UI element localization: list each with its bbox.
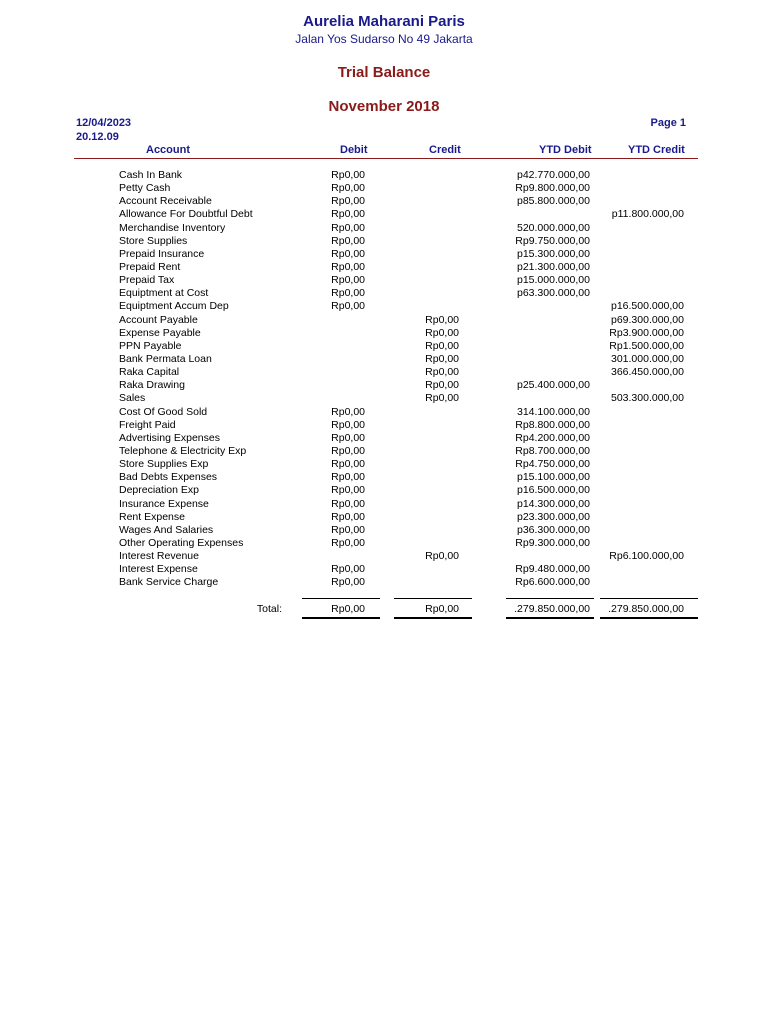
ytd-debit-value: Rp8.800.000,00 [515, 418, 590, 431]
account-name: Account Receivable [119, 195, 212, 208]
ytd-credit-value: Rp6.100.000,00 [609, 550, 684, 563]
total-top-rule-credit [394, 598, 472, 599]
account-name: Cost Of Good Sold [119, 405, 208, 418]
account-name: Prepaid Insurance [119, 247, 205, 260]
table-row [0, 248, 768, 261]
credit-value: Rp0,00 [425, 339, 459, 352]
company-address: Jalan Yos Sudarso No 49 Jakarta [295, 32, 473, 46]
total-top-rule-debit [302, 598, 380, 599]
trial-balance-rows [0, 169, 768, 590]
column-header-credit: Credit [429, 144, 461, 156]
credit-value: Rp0,00 [425, 366, 459, 379]
account-name: Raka Drawing [119, 379, 185, 392]
account-name: Prepaid Rent [119, 260, 181, 273]
ytd-debit-value: p15.000.000,00 [517, 274, 590, 287]
account-name: Other Operating Expenses [119, 536, 244, 549]
account-name: Petty Cash [119, 182, 171, 195]
table-row [0, 550, 768, 563]
table-row [0, 406, 768, 419]
debit-value: Rp0,00 [331, 405, 365, 418]
account-name: Store Supplies [119, 234, 188, 247]
table-row [0, 235, 768, 248]
table-row [0, 314, 768, 327]
ytd-credit-value: p11.800.000,00 [611, 208, 684, 221]
table-row [0, 563, 768, 576]
ytd-debit-value: p63.300.000,00 [517, 287, 590, 300]
debit-value: Rp0,00 [331, 484, 365, 497]
print-date: 12/04/2023 [76, 117, 132, 129]
account-name: Advertising Expenses [119, 431, 220, 444]
account-name: Interest Expense [119, 563, 198, 576]
debit-value: Rp0,00 [331, 221, 365, 234]
table-row [0, 498, 768, 511]
ytd-credit-value: p16.500.000,00 [611, 300, 684, 313]
ytd-credit-value: 366.450.000,00 [611, 366, 684, 379]
account-name: Insurance Expense [119, 497, 209, 510]
table-row [0, 511, 768, 524]
column-header-ytd-debit: YTD Debit [539, 144, 592, 156]
company-name: Aurelia Maharani Paris [303, 13, 465, 30]
ytd-debit-value: p14.300.000,00 [517, 497, 590, 510]
total-bottom-rule-credit [394, 617, 472, 619]
account-name: Bad Debts Expenses [119, 471, 218, 484]
account-name: Bank Permata Loan [119, 352, 212, 365]
debit-value: Rp0,00 [331, 195, 365, 208]
table-row [0, 419, 768, 432]
ytd-debit-value: 520.000.000,00 [517, 221, 590, 234]
credit-value: Rp0,00 [425, 352, 459, 365]
table-row [0, 379, 768, 392]
ytd-debit-value: Rp4.200.000,00 [515, 431, 590, 444]
account-name: Bank Service Charge [119, 576, 219, 589]
ytd-debit-value: Rp9.480.000,00 [515, 563, 590, 576]
debit-value: Rp0,00 [331, 208, 365, 221]
debit-value: Rp0,00 [331, 536, 365, 549]
table-row [0, 537, 768, 550]
ytd-credit-value: 503.300.000,00 [611, 392, 684, 405]
total-bottom-rule-ytd-credit [600, 617, 698, 619]
ytd-debit-value: 314.100.000,00 [517, 405, 590, 418]
account-name: Interest Revenue [119, 550, 199, 563]
account-name: Rent Expense [119, 510, 185, 523]
ytd-debit-value: p15.100.000,00 [517, 471, 590, 484]
ytd-debit-value: p23.300.000,00 [517, 510, 590, 523]
account-name: Sales [119, 392, 146, 405]
credit-value: Rp0,00 [425, 313, 459, 326]
total-label: Total: [256, 603, 282, 615]
ytd-debit-value: p42.770.000,00 [517, 169, 590, 181]
ytd-debit-value: p15.300.000,00 [517, 247, 590, 260]
account-name: Wages And Salaries [119, 523, 214, 536]
total-debit: Rp0,00 [331, 603, 365, 615]
table-row [0, 274, 768, 287]
table-row [0, 458, 768, 471]
table-row [0, 484, 768, 497]
ytd-credit-value: Rp3.900.000,00 [609, 326, 684, 339]
ytd-debit-value: Rp8.700.000,00 [515, 444, 590, 457]
account-name: Equiptment Accum Dep [119, 300, 229, 313]
table-row [0, 366, 768, 379]
table-row [0, 300, 768, 313]
table-row [0, 195, 768, 208]
table-row [0, 182, 768, 195]
account-name: Merchandise Inventory [119, 221, 226, 234]
debit-value: Rp0,00 [331, 418, 365, 431]
table-row [0, 471, 768, 484]
report-title: Trial Balance [337, 64, 431, 81]
account-name: Account Payable [119, 313, 198, 326]
header-divider [74, 158, 698, 159]
total-ytd-debit: .279.850.000,00 [514, 603, 590, 615]
ytd-credit-value: Rp1.500.000,00 [609, 339, 684, 352]
debit-value: Rp0,00 [331, 444, 365, 457]
debit-value: Rp0,00 [331, 287, 365, 300]
debit-value: Rp0,00 [331, 300, 365, 313]
table-row [0, 261, 768, 274]
total-bottom-rule-ytd-debit [506, 617, 594, 619]
total-credit: Rp0,00 [425, 603, 459, 615]
ytd-debit-value: p16.500.000,00 [517, 484, 590, 497]
page-number: Page 1 [650, 117, 686, 129]
account-name: Prepaid Tax [119, 274, 175, 287]
ytd-debit-value: Rp6.600.000,00 [515, 576, 590, 589]
credit-value: Rp0,00 [425, 379, 459, 392]
account-name: Telephone & Electricity Exp [119, 444, 247, 457]
debit-value: Rp0,00 [331, 576, 365, 589]
total-bottom-rule-debit [302, 617, 380, 619]
ytd-debit-value: Rp4.750.000,00 [515, 458, 590, 471]
account-name: Cash In Bank [119, 169, 183, 181]
ytd-debit-value: Rp9.800.000,00 [515, 182, 590, 195]
account-name: Allowance For Doubtful Debt [119, 208, 253, 221]
account-name: Expense Payable [119, 326, 201, 339]
table-row [0, 287, 768, 300]
ytd-debit-value: Rp9.750.000,00 [515, 234, 590, 247]
table-row [0, 208, 768, 221]
account-name: Store Supplies Exp [119, 458, 209, 471]
credit-value: Rp0,00 [425, 392, 459, 405]
debit-value: Rp0,00 [331, 274, 365, 287]
table-row [0, 340, 768, 353]
table-row [0, 524, 768, 537]
account-name: Freight Paid [119, 418, 176, 431]
column-header-debit: Debit [340, 144, 368, 156]
totals-row [0, 603, 768, 616]
account-name: Raka Capital [119, 366, 180, 379]
debit-value: Rp0,00 [331, 431, 365, 444]
total-ytd-credit: .279.850.000,00 [608, 603, 684, 615]
ytd-debit-value: p36.300.000,00 [517, 523, 590, 536]
ytd-debit-value: Rp9.300.000,00 [515, 536, 590, 549]
table-row [0, 169, 768, 182]
debit-value: Rp0,00 [331, 523, 365, 536]
ytd-debit-value: p21.300.000,00 [517, 260, 590, 273]
total-top-rule-ytd-debit [506, 598, 594, 599]
ytd-credit-value: 301.000.000,00 [611, 352, 684, 365]
debit-value: Rp0,00 [331, 510, 365, 523]
total-top-rule-ytd-credit [600, 598, 698, 599]
column-header-ytd-credit: YTD Credit [628, 144, 685, 156]
debit-value: Rp0,00 [331, 169, 365, 181]
debit-value: Rp0,00 [331, 471, 365, 484]
table-row [0, 353, 768, 366]
account-name: Depreciation Exp [119, 484, 199, 497]
table-row [0, 327, 768, 340]
debit-value: Rp0,00 [331, 247, 365, 260]
print-time: 20.12.09 [76, 131, 119, 143]
debit-value: Rp0,00 [331, 234, 365, 247]
debit-value: Rp0,00 [331, 563, 365, 576]
debit-value: Rp0,00 [331, 497, 365, 510]
table-row [0, 445, 768, 458]
ytd-debit-value: p85.800.000,00 [517, 195, 590, 208]
account-name: Equiptment at Cost [119, 287, 209, 300]
debit-value: Rp0,00 [331, 458, 365, 471]
ytd-credit-value: p69.300.000,00 [611, 313, 684, 326]
debit-value: Rp0,00 [331, 182, 365, 195]
table-row [0, 222, 768, 235]
table-row [0, 392, 768, 405]
credit-value: Rp0,00 [425, 550, 459, 563]
ytd-debit-value: p25.400.000,00 [517, 379, 590, 392]
table-row [0, 432, 768, 445]
column-header-account: Account [146, 144, 190, 156]
account-name: PPN Payable [119, 339, 182, 352]
table-row [0, 576, 768, 589]
debit-value: Rp0,00 [331, 260, 365, 273]
credit-value: Rp0,00 [425, 326, 459, 339]
report-period: November 2018 [328, 98, 440, 115]
